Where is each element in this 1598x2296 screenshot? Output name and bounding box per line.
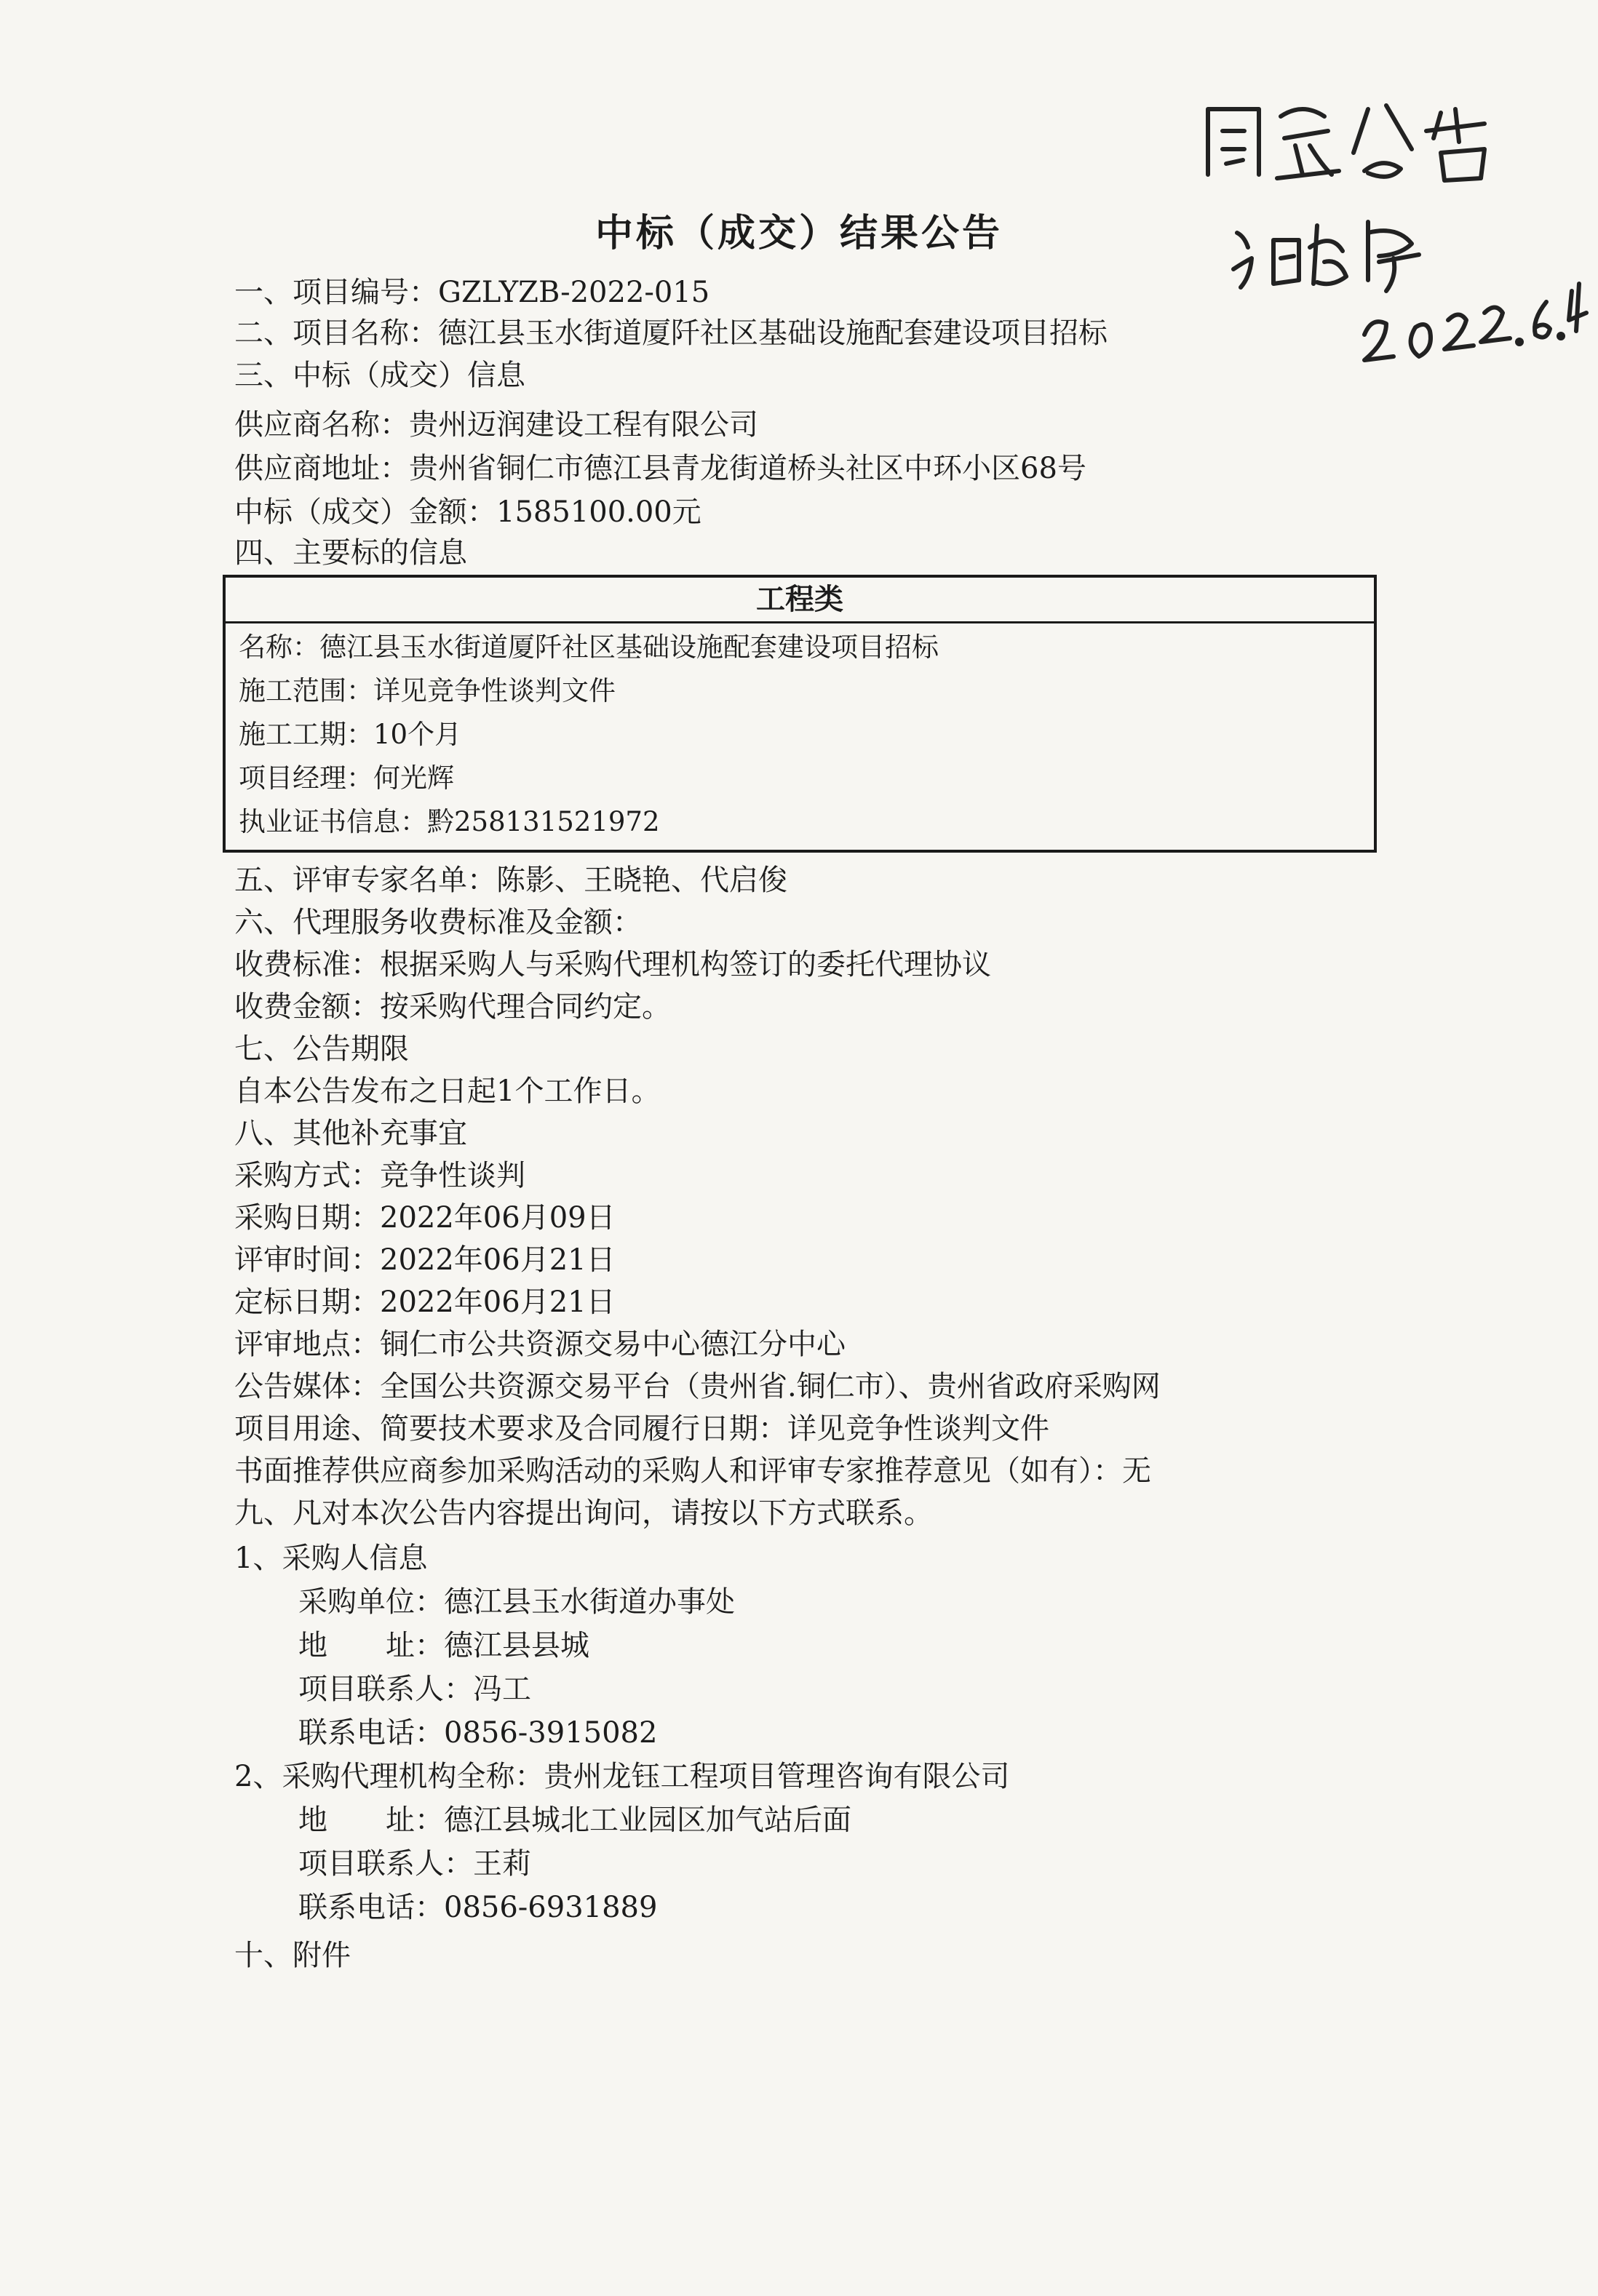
handwritten-date [1353,276,1594,378]
buyer-phone: 联系电话：0856-3915082 [298,1716,658,1750]
award-date: 定标日期：2022年06月21日 [234,1285,616,1319]
section-other-matters: 八、其他补充事宜 [234,1117,467,1150]
recommendation: 书面推荐供应商参加采购活动的采购人和评审专家推荐意见（如有）：无 [234,1454,1151,1488]
award-amount: 中标（成交）金额：1585100.00元 [234,495,701,529]
procurement-date: 采购日期：2022年06月09日 [234,1201,616,1235]
section-main-subject: 四、主要标的信息 [234,536,467,570]
buyer-unit: 采购单位：德江县玉水街道办事处 [298,1585,735,1619]
review-time: 评审时间：2022年06月21日 [234,1243,616,1277]
procurement-method: 采购方式：竞争性谈判 [234,1159,525,1192]
announcement-media: 公告媒体：全国公共资源交易平台（贵州省.铜仁市）、贵州省政府采购网 [234,1370,1161,1403]
handwritten-approval-note [1193,87,1514,189]
expert-list: 五、评审专家名单：陈影、王晓艳、代启俊 [234,864,787,897]
project-number: 一、项目编号：GZLYZB-2022-015 [234,276,710,309]
table-row-name: 名称：德江县玉水街道厦阡社区基础设施配套建设项目招标 [239,631,939,663]
table-row-scope: 施工范围：详见竞争性谈判文件 [239,675,616,706]
agent-info-heading: 2、采购代理机构全称：贵州龙钰工程项目管理咨询有限公司 [234,1760,1010,1793]
page-title: 中标（成交）结果公告 [595,211,1003,255]
table-header: 工程类 [226,578,1374,623]
table-row-certificate: 执业证书信息：黔258131521972 [239,806,660,837]
section-attachments: 十、附件 [234,1939,351,1972]
review-place: 评审地点：铜仁市公共资源交易中心德江分中心 [234,1328,846,1361]
supplier-name: 供应商名称：贵州迈润建设工程有限公司 [234,408,758,442]
section-agency-fee: 六、代理服务收费标准及金额： [234,906,642,939]
notice-period: 自本公告发布之日起1个工作日。 [234,1075,661,1108]
agent-phone: 联系电话：0856-6931889 [298,1891,658,1924]
supplier-address: 供应商地址：贵州省铜仁市德江县青龙街道桥头社区中环小区68号 [234,452,1086,485]
fee-standard: 收费标准：根据采购人与采购代理机构签订的委托代理协议 [234,948,991,981]
table-row-manager: 项目经理：何光辉 [239,762,454,794]
buyer-info-heading: 1、采购人信息 [234,1542,428,1575]
agent-address: 地 址：德江县城北工业园区加气站后面 [298,1803,851,1837]
project-usage: 项目用途、简要技术要求及合同履行日期：详见竞争性谈判文件 [234,1412,1049,1446]
section-award-info: 三、中标（成交）信息 [234,359,525,392]
subject-info-table [223,575,1377,853]
table-row-duration: 施工工期：10个月 [239,719,462,750]
fee-amount: 收费金额：按采购代理合同约定。 [234,990,671,1024]
project-name: 二、项目名称：德江县玉水街道厦阡社区基础设施配套建设项目招标 [234,316,1108,350]
section-notice-period: 七、公告期限 [234,1032,409,1066]
buyer-contact: 项目联系人：冯工 [298,1673,531,1706]
agent-contact: 项目联系人：王莉 [298,1847,531,1881]
section-contact: 九、凡对本次公告内容提出询问，请按以下方式联系。 [234,1496,933,1530]
buyer-address: 地 址：德江县县城 [298,1629,589,1662]
